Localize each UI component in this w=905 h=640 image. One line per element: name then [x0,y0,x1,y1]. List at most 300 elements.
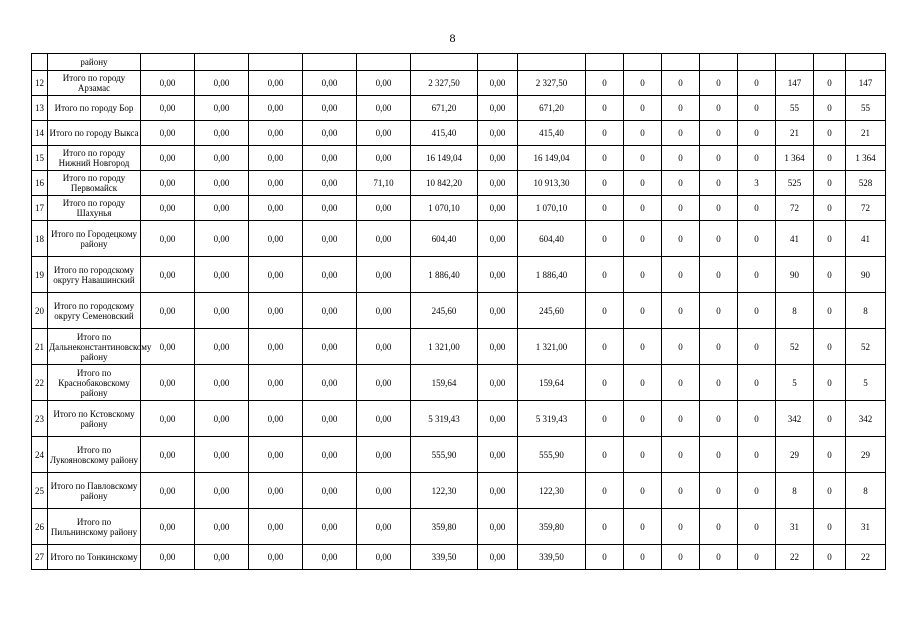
value-cell: 1 364 [846,146,886,171]
value-cell: 0,00 [478,473,518,509]
value-cell: 159,64 [411,365,478,401]
row-number-cell: 15 [32,146,48,171]
table-row [32,121,886,146]
value-cell: 0 [738,329,776,365]
value-cell: 0 [662,257,700,293]
value-cell: 0,00 [357,473,411,509]
value-cell: 0 [662,329,700,365]
value-cell: 1 321,00 [518,329,586,365]
value-cell: 0,00 [303,146,357,171]
value-cell: 1 070,10 [518,196,586,221]
value-cell: 10 913,30 [518,171,586,196]
value-cell: 0 [814,146,846,171]
value-cell: 0 [662,96,700,121]
row-number-cell: 14 [32,121,48,146]
district-name-cell: Итого по городу Арзамас [48,71,141,96]
value-cell: 0 [738,509,776,545]
value-cell: 0 [586,96,624,121]
value-cell: 0 [738,545,776,570]
value-cell: 0 [624,71,662,96]
value-cell: 0,00 [141,71,195,96]
value-cell: 245,60 [411,293,478,329]
value-cell: 0 [662,71,700,96]
table-row [32,221,886,257]
table-row [32,365,886,401]
value-cell: 0 [624,171,662,196]
value-cell: 0,00 [249,71,303,96]
district-name-cell: Итого по городу Шахунья [48,196,141,221]
value-cell: 0,00 [249,257,303,293]
value-cell: 0,00 [357,437,411,473]
value-cell: 555,90 [411,437,478,473]
value-cell: 0 [624,365,662,401]
continuation-row [32,54,886,71]
value-cell: 0 [738,196,776,221]
value-cell: 0,00 [249,437,303,473]
value-cell: 16 149,04 [518,146,586,171]
value-cell: 0 [662,221,700,257]
value-cell: 0,00 [303,171,357,196]
district-name-cell: Итого по Тонкинскому [48,545,141,570]
value-cell: 0 [700,329,738,365]
value-cell: 2 327,50 [518,71,586,96]
value-cell: 0,00 [141,121,195,146]
value-cell: 0,00 [141,293,195,329]
value-cell: 52 [776,329,814,365]
value-cell: 0,00 [478,196,518,221]
value-cell: 0,00 [478,71,518,96]
value-cell: 0 [586,545,624,570]
district-name-cell: Итого по Краснобаковскому району [48,365,141,401]
value-cell: 5 319,43 [518,401,586,437]
table-row [32,71,886,96]
value-cell: 0,00 [249,293,303,329]
district-name-cell: Итого по городскому округу Навашинский [48,257,141,293]
table-row [32,257,886,293]
value-cell: 0 [662,509,700,545]
value-cell: 122,30 [411,473,478,509]
value-cell: 41 [776,221,814,257]
value-cell: 159,64 [518,365,586,401]
value-cell: 0 [700,121,738,146]
value-cell: 0,00 [195,509,249,545]
value-cell: 0,00 [303,401,357,437]
value-cell: 147 [846,71,886,96]
value-cell: 0,00 [357,146,411,171]
value-cell: 5 [776,365,814,401]
value-cell: 10 842,20 [411,171,478,196]
value-cell: 0 [586,257,624,293]
value-cell: 0,00 [249,473,303,509]
value-cell: 0 [586,121,624,146]
value-cell: 0 [814,437,846,473]
page-number: 8 [449,31,456,45]
value-cell: 0 [662,293,700,329]
value-cell: 0,00 [357,196,411,221]
value-cell: 0,00 [195,257,249,293]
value-cell: 0,00 [195,473,249,509]
value-cell: 0 [814,509,846,545]
value-cell: 339,50 [411,545,478,570]
value-cell: 0 [662,146,700,171]
value-cell: 0 [662,121,700,146]
value-cell: 72 [776,196,814,221]
table-row [32,171,886,196]
row-number-cell: 25 [32,473,48,509]
value-cell: 0,00 [357,509,411,545]
value-cell: 0 [700,401,738,437]
value-cell: 0,00 [195,96,249,121]
district-name-cell: Итого по городу Бор [48,96,141,121]
value-cell: 0,00 [303,329,357,365]
value-cell: 0 [814,365,846,401]
row-number-cell: 12 [32,71,48,96]
value-cell: 1 321,00 [411,329,478,365]
value-cell: 0 [586,196,624,221]
value-cell: 0,00 [478,509,518,545]
value-cell: 21 [776,121,814,146]
value-cell: 55 [776,96,814,121]
value-cell: 1 886,40 [518,257,586,293]
value-cell: 22 [776,545,814,570]
row-number-cell: 19 [32,257,48,293]
table-row [32,293,886,329]
value-cell: 0,00 [249,365,303,401]
value-cell: 0,00 [303,257,357,293]
value-cell: 0 [662,437,700,473]
value-cell: 0,00 [249,221,303,257]
value-cell: 0 [586,473,624,509]
value-cell: 0,00 [303,473,357,509]
value-cell: 0 [814,545,846,570]
value-cell: 5 [846,365,886,401]
value-cell: 0 [700,257,738,293]
value-cell: 8 [776,473,814,509]
value-cell: 0,00 [303,121,357,146]
value-cell: 0,00 [357,329,411,365]
value-cell: 0,00 [249,509,303,545]
value-cell: 555,90 [518,437,586,473]
value-cell: 0 [700,196,738,221]
value-cell: 0 [586,171,624,196]
value-cell: 0 [624,509,662,545]
district-name-cell: Итого по Дальнеконстантиновскому району [48,329,141,365]
value-cell: 359,80 [518,509,586,545]
value-cell: 0,00 [249,96,303,121]
district-name-cell: району [48,54,141,71]
value-cell: 0 [662,365,700,401]
row-number-cell: 13 [32,96,48,121]
value-cell: 0,00 [478,293,518,329]
value-cell: 0 [814,401,846,437]
table-row [32,196,886,221]
value-cell: 0,00 [249,329,303,365]
value-cell: 22 [846,545,886,570]
value-cell: 90 [846,257,886,293]
value-cell: 0,00 [195,71,249,96]
value-cell: 0,00 [195,365,249,401]
value-cell: 29 [776,437,814,473]
district-name-cell: Итого по Лукояновскому району [48,437,141,473]
value-cell: 0,00 [249,545,303,570]
value-cell: 55 [846,96,886,121]
value-cell: 245,60 [518,293,586,329]
value-cell: 90 [776,257,814,293]
value-cell: 0 [624,437,662,473]
value-cell: 0,00 [141,329,195,365]
value-cell: 0 [700,171,738,196]
value-cell: 0 [700,437,738,473]
value-cell: 31 [846,509,886,545]
value-cell: 0,00 [249,121,303,146]
value-cell: 0,00 [195,196,249,221]
value-cell: 0,00 [141,257,195,293]
value-cell: 0,00 [141,196,195,221]
value-cell: 0,00 [141,146,195,171]
value-cell: 0,00 [141,401,195,437]
table-row [32,473,886,509]
value-cell: 0 [738,146,776,171]
value-cell: 147 [776,71,814,96]
value-cell: 0,00 [478,365,518,401]
value-cell: 0,00 [249,401,303,437]
value-cell: 0 [662,401,700,437]
value-cell: 0 [624,196,662,221]
district-name-cell: Итого по Кстовскому району [48,401,141,437]
value-cell: 0,00 [249,196,303,221]
value-cell: 0,00 [141,473,195,509]
value-cell: 528 [846,171,886,196]
row-number-cell: 20 [32,293,48,329]
value-cell: 0 [700,146,738,171]
value-cell: 0,00 [141,545,195,570]
value-cell: 0,00 [303,196,357,221]
value-cell: 0,00 [195,293,249,329]
value-cell: 0 [738,71,776,96]
value-cell: 0,00 [195,221,249,257]
value-cell: 72 [846,196,886,221]
value-cell: 0,00 [478,257,518,293]
value-cell: 0,00 [303,365,357,401]
table-row [32,437,886,473]
value-cell: 0 [814,171,846,196]
value-cell: 0 [814,293,846,329]
value-cell: 0 [586,293,624,329]
value-cell: 359,80 [411,509,478,545]
row-number-cell: 16 [32,171,48,196]
table-row [32,401,886,437]
district-name-cell: Итого по городу Первомайск [48,171,141,196]
value-cell: 0 [624,146,662,171]
value-cell: 1 070,10 [411,196,478,221]
value-cell: 415,40 [411,121,478,146]
value-cell: 0 [700,473,738,509]
value-cell: 1 364 [776,146,814,171]
value-cell: 0 [662,545,700,570]
value-cell: 0 [700,71,738,96]
value-cell: 29 [846,437,886,473]
value-cell: 0,00 [195,171,249,196]
district-name-cell: Итого по городу Выкса [48,121,141,146]
value-cell: 0,00 [141,171,195,196]
table-row [32,96,886,121]
report-table [31,53,886,570]
row-number-cell: 18 [32,221,48,257]
value-cell: 0,00 [141,365,195,401]
value-cell: 0,00 [195,545,249,570]
value-cell: 0 [814,71,846,96]
value-cell: 0 [624,473,662,509]
value-cell: 0 [586,329,624,365]
value-cell: 342 [776,401,814,437]
row-number-cell: 26 [32,509,48,545]
value-cell: 604,40 [411,221,478,257]
value-cell: 0,00 [303,96,357,121]
value-cell: 52 [846,329,886,365]
value-cell: 0 [662,473,700,509]
value-cell: 0,00 [195,329,249,365]
value-cell: 0,00 [249,171,303,196]
value-cell: 0 [814,257,846,293]
value-cell: 0 [586,437,624,473]
value-cell: 0 [738,293,776,329]
value-cell: 0 [738,365,776,401]
value-cell: 0 [814,121,846,146]
value-cell: 0 [586,365,624,401]
value-cell: 0,00 [141,437,195,473]
value-cell: 0,00 [478,96,518,121]
value-cell: 0 [624,257,662,293]
value-cell: 0 [700,365,738,401]
value-cell: 0,00 [478,121,518,146]
value-cell: 604,40 [518,221,586,257]
value-cell: 525 [776,171,814,196]
value-cell: 0,00 [478,437,518,473]
value-cell: 0,00 [357,221,411,257]
row-number-cell: 24 [32,437,48,473]
value-cell: 0 [700,509,738,545]
value-cell: 1 886,40 [411,257,478,293]
row-number-cell: 23 [32,401,48,437]
row-number-cell: 22 [32,365,48,401]
value-cell: 0,00 [357,365,411,401]
district-name-cell: Итого по городскому округу Семеновский [48,293,141,329]
district-name-cell: Итого по Городецкому району [48,221,141,257]
value-cell: 0 [662,196,700,221]
value-cell: 0,00 [303,509,357,545]
value-cell: 0 [624,545,662,570]
value-cell: 342 [846,401,886,437]
value-cell: 0,00 [195,146,249,171]
value-cell: 0 [738,473,776,509]
row-number-cell: 27 [32,545,48,570]
row-number-cell: 17 [32,196,48,221]
value-cell: 0 [738,96,776,121]
value-cell: 0,00 [303,221,357,257]
row-number-cell: 21 [32,329,48,365]
value-cell: 2 327,50 [411,71,478,96]
table-row [32,329,886,365]
value-cell: 0 [700,293,738,329]
value-cell: 0 [662,171,700,196]
district-name-cell: Итого по городу Нижний Новгород [48,146,141,171]
value-cell: 0 [624,329,662,365]
value-cell: 0,00 [357,293,411,329]
table-body [32,54,886,570]
value-cell: 0 [738,401,776,437]
value-cell: 8 [846,473,886,509]
value-cell: 0 [624,121,662,146]
value-cell: 0,00 [141,96,195,121]
table-row [32,545,886,570]
value-cell: 0 [700,545,738,570]
value-cell: 0 [814,329,846,365]
value-cell: 0 [814,473,846,509]
district-name-cell: Итого по Павловскому району [48,473,141,509]
value-cell: 0,00 [478,221,518,257]
value-cell: 0 [586,221,624,257]
value-cell: 0 [624,293,662,329]
value-cell: 5 319,43 [411,401,478,437]
table-row [32,146,886,171]
value-cell: 0,00 [303,71,357,96]
value-cell: 0 [586,401,624,437]
value-cell: 0,00 [303,437,357,473]
value-cell: 21 [846,121,886,146]
value-cell: 0,00 [357,96,411,121]
value-cell: 415,40 [518,121,586,146]
value-cell: 0 [700,221,738,257]
value-cell: 0,00 [357,257,411,293]
value-cell: 0,00 [195,121,249,146]
value-cell: 0,00 [357,71,411,96]
value-cell: 0 [586,146,624,171]
district-name-cell: Итого по Пильнинскому району [48,509,141,545]
row-number-cell [32,54,48,71]
value-cell: 0,00 [478,146,518,171]
value-cell: 0,00 [478,401,518,437]
value-cell: 8 [846,293,886,329]
value-cell: 671,20 [518,96,586,121]
value-cell: 671,20 [411,96,478,121]
value-cell: 0,00 [478,329,518,365]
value-cell: 0 [700,96,738,121]
value-cell: 3 [738,171,776,196]
value-cell: 0 [738,257,776,293]
value-cell: 0,00 [195,437,249,473]
value-cell: 71,10 [357,171,411,196]
value-cell: 0,00 [478,545,518,570]
value-cell: 0 [586,509,624,545]
value-cell: 339,50 [518,545,586,570]
value-cell: 0 [624,221,662,257]
value-cell: 8 [776,293,814,329]
value-cell: 0 [814,196,846,221]
value-cell: 0,00 [141,221,195,257]
value-cell: 0 [738,121,776,146]
value-cell: 0 [624,401,662,437]
table-row [32,509,886,545]
value-cell: 0,00 [303,293,357,329]
value-cell: 0 [738,437,776,473]
value-cell: 0,00 [357,545,411,570]
value-cell: 0,00 [357,401,411,437]
value-cell: 41 [846,221,886,257]
value-cell: 0,00 [303,545,357,570]
value-cell: 0 [624,96,662,121]
value-cell: 0 [814,96,846,121]
value-cell: 0,00 [141,509,195,545]
